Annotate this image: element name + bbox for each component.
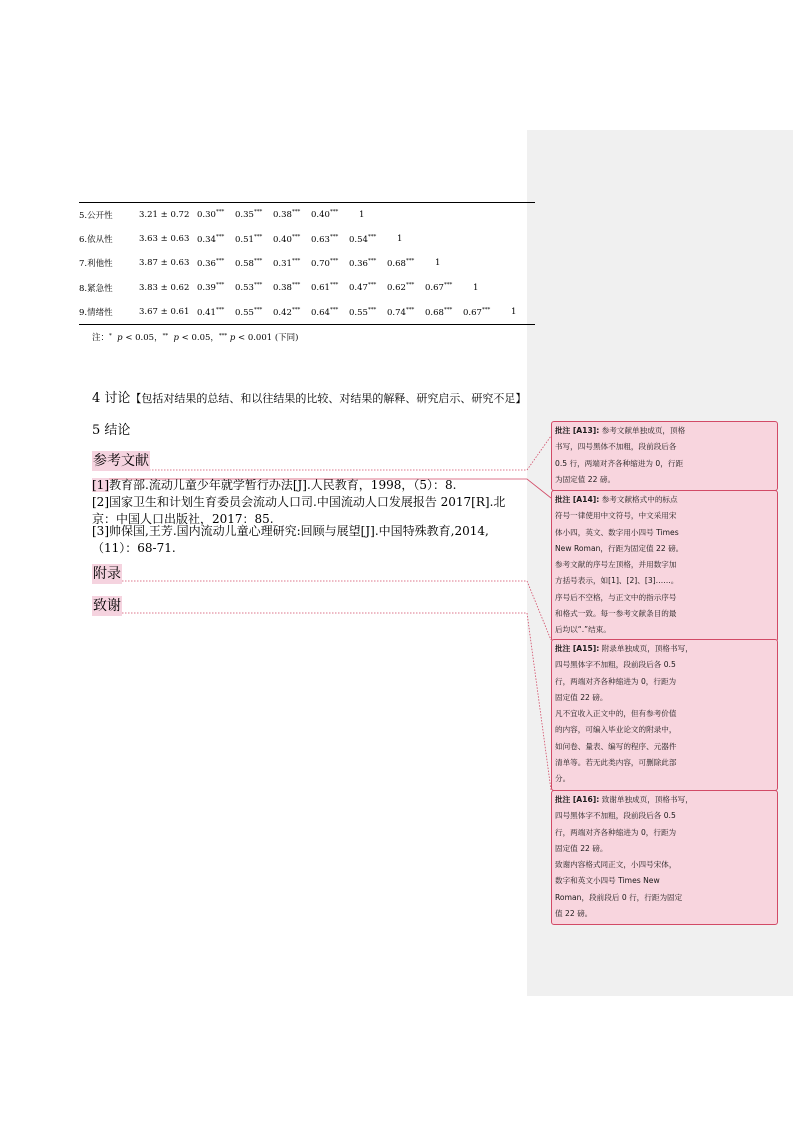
row-mean-sd: 3.21 ± 0.72 [139, 203, 197, 227]
table-row [79, 203, 535, 227]
table-cell: 0.58*** [235, 257, 263, 269]
table-cell [387, 203, 425, 227]
table-cell: 1 [349, 203, 387, 227]
table-cell: 0.40*** [311, 203, 349, 227]
table-cell [501, 276, 535, 300]
table-row [79, 227, 535, 251]
table-cell [501, 227, 535, 251]
correlation-table [79, 202, 535, 325]
row-label: 5.公开性 [79, 203, 139, 227]
table-cell [425, 203, 463, 227]
comment-a14[interactable]: 批注 [A14]: 参考文献格式中的标点 符号一律使用中文符号，中文采用宋 体小四，英文、数字用小四号 Times New Roman，行距为固定值 22 磅。 参考文献的序号左顶格，并用数字加 方括号表示，如[1]、[2]、[3]……。 序号后不空格，与正文中的指示序号 和格式一致。每一参考文献条目的最 后均以“.”结束。 [551, 490, 778, 642]
section-4-heading [92, 387, 526, 406]
appendix-heading: 附录 [93, 566, 121, 582]
table-cell: 0.61*** [311, 282, 339, 294]
table-row [79, 300, 535, 324]
table-cell: 0.62*** [387, 282, 415, 294]
table-cell: 0.41*** [197, 300, 235, 324]
section-5-heading: 5 结论 [92, 423, 131, 438]
table-cell: 0.68*** [387, 257, 415, 269]
table-cell: 0.39*** [197, 282, 225, 294]
table-cell: 0.36*** [349, 257, 377, 269]
row-mean-sd: 3.87 ± 0.63 [139, 258, 190, 269]
table-row [79, 251, 535, 275]
comment-a16[interactable]: 批注 [A16]: 致谢单独成页，顶格书写， 四号黑体字不加粗，段前段后各 0.5 行，两端对齐各种缩进为 0，行距为 固定值 22 磅。 致谢内容格式同正文，小四号宋体， 数字和英文小四号 Times New Roman，段前段后 0 行，行距为固定 值 22 磅。 [551, 790, 778, 925]
table-cell: 0.55*** [235, 300, 273, 324]
table-cell: 0.67*** [463, 300, 501, 324]
table-cell: 0.42*** [273, 300, 311, 324]
connector-a16 [92, 613, 551, 790]
table-cell: 0.53*** [235, 282, 263, 294]
table-cell [463, 203, 501, 227]
table-cell [463, 251, 501, 275]
table-cell: 0.35*** [235, 203, 273, 227]
table-cell: 0.34*** [197, 233, 225, 245]
table-cell: 0.31*** [273, 257, 301, 269]
table-cell [425, 227, 463, 251]
table-cell: 0.67*** [425, 282, 453, 294]
comment-a15[interactable]: 批注 [A15]: 附录单独成页，顶格书写， 四号黑体字不加粗，段前段后各 0.5 行，两端对齐各种缩进为 0，行距为 固定值 22 磅。 凡不宜收入正文中的，但有参考价值 的内容，可编入毕业论文的附录中， 如问卷、量表、编写的程序、元器件 清单等。若无此类内容，可删除此部 分。 [551, 639, 778, 791]
table-cell: 0.55*** [349, 300, 387, 324]
reference-item-2: [2]国家卫生和计划生育委员会流动人口司.中国流动人口发展报告 2017[R].北京：中国人口出版社，2017：85. [92, 495, 506, 526]
table-cell: 1 [473, 282, 479, 293]
table-cell [463, 227, 501, 251]
table-cell: 1 [435, 258, 441, 269]
table-cell: 0.38*** [273, 282, 301, 294]
table-note: 注：* p < 0.05，** p < 0.05，*** p < 0.001 (下同) [92, 333, 299, 343]
reference-item-3: [3]帅保国,王芳.国内流动儿童心理研究:回顾与展望[J].中国特殊教育,2014,（11）：68-71. [92, 524, 489, 555]
section-4-instructions: 【包括对结果的总结、和以往结果的比较、对结果的解释、研究启示、研究不足】 [130, 392, 527, 405]
table-cell: 0.36*** [197, 257, 225, 269]
table-cell: 0.47*** [349, 282, 377, 294]
references-heading: 参考文献 [93, 453, 149, 469]
row-mean-sd: 3.83 ± 0.62 [139, 282, 190, 293]
table-cell: 0.30*** [197, 203, 235, 227]
row-mean-sd: 3.67 ± 0.61 [139, 300, 197, 324]
connector-a15 [92, 581, 551, 640]
row-label: 6.依从性 [79, 235, 113, 246]
comment-a13[interactable]: 批注 [A13]: 参考文献单独成页，顶格 书写，四号黑体不加粗，段前段后各 0.5 行，两端对齐各种缩进为 0，行距 为固定值 22 磅。 [551, 421, 778, 491]
table-cell: 0.63*** [311, 233, 339, 245]
row-label: 7.利他性 [79, 259, 113, 270]
section-4-title: 4 讨论 [92, 391, 131, 406]
acknowledgements-heading: 致谢 [93, 598, 121, 614]
table-cell: 0.51*** [235, 233, 263, 245]
table-cell: 1 [501, 300, 535, 324]
table-cell: 0.54*** [349, 233, 377, 245]
table-cell: 0.74*** [387, 300, 425, 324]
connector-a13 [92, 436, 551, 470]
table-cell: 1 [397, 234, 403, 245]
row-mean-sd: 3.63 ± 0.63 [139, 234, 190, 245]
table-cell: 0.68*** [425, 300, 463, 324]
table-cell [501, 251, 535, 275]
reference-item-1: [1]教育部.流动儿童少年就学暂行办法[J].人民教育，1998，（5）：8. [92, 478, 457, 492]
row-label: 8.紧急性 [79, 283, 113, 294]
table-cell: 0.64*** [311, 300, 349, 324]
table-cell [501, 203, 535, 227]
table-cell: 0.38*** [273, 203, 311, 227]
table-cell: 0.40*** [273, 233, 301, 245]
table-row [79, 276, 535, 300]
table-cell: 0.70*** [311, 257, 339, 269]
row-label: 9.情绪性 [79, 300, 139, 324]
